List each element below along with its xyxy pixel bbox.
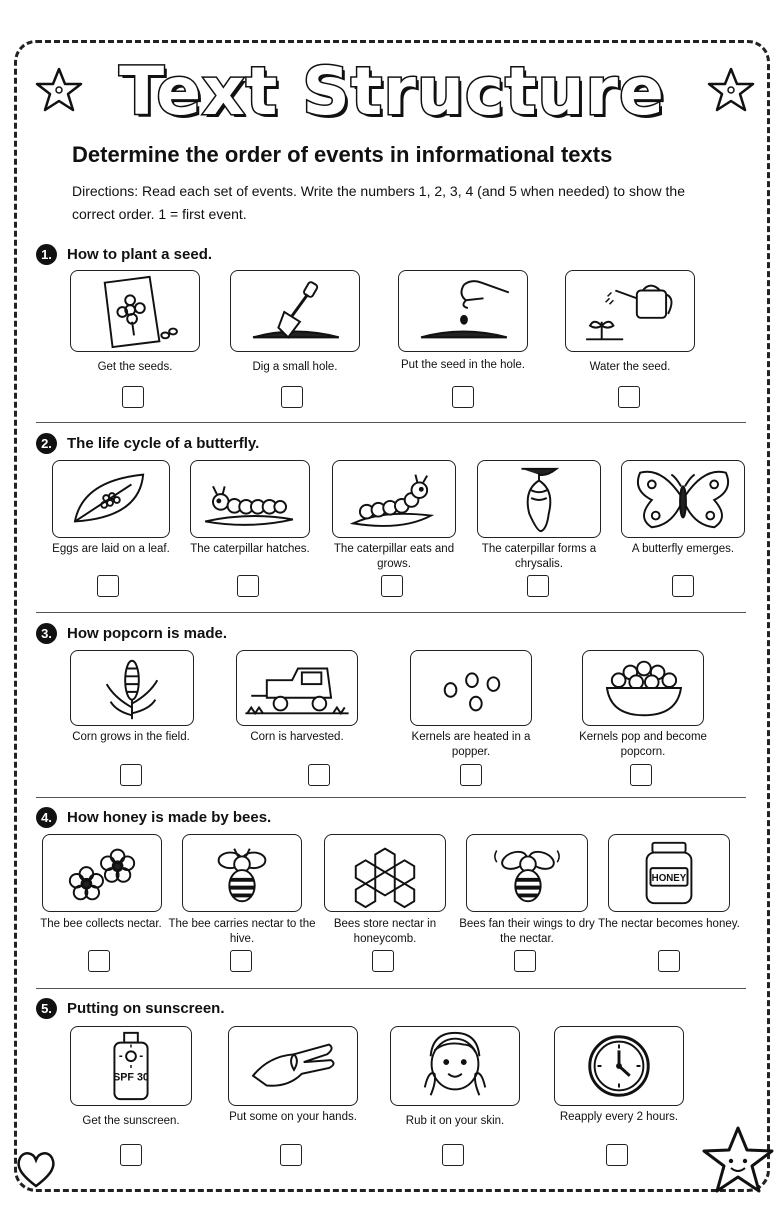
clock-icon [554,1026,684,1106]
caption: Water the seed. [589,361,671,373]
hand-dropping-seed-icon [398,270,528,352]
order-answer-box[interactable] [452,386,474,408]
section-title: The life cycle of a butterfly. [67,434,260,452]
order-answer-box[interactable] [460,764,482,786]
sunscreen-label: SPF 30 [113,1071,149,1084]
order-answer-box[interactable] [527,575,549,597]
caption: The bee collects nectar. [40,918,162,930]
caption: Corn grows in the field. [72,731,190,743]
caterpillar-icon [190,460,310,538]
butterfly-icon [621,460,745,538]
caption: The caterpillar eats and grows. [333,543,455,570]
order-answer-box[interactable] [120,1144,142,1166]
section-number: 5. [36,998,57,1019]
smiling-star-icon [700,1124,776,1196]
order-answer-box[interactable] [514,950,536,972]
caption: Get the sunscreen. [82,1115,180,1127]
caption: Kernels are heated in a popper. [411,731,531,758]
chrysalis-icon [477,460,601,538]
section-number: 1. [36,244,57,265]
seed-packet-icon [70,270,200,352]
order-answer-box[interactable] [230,950,252,972]
bee-icon [182,834,302,912]
section-number: 4. [36,807,57,828]
hand-lotion-icon [228,1026,358,1106]
caption: The nectar becomes honey. [598,918,740,930]
section-title: How honey is made by bees. [67,808,272,826]
caption: Rub it on your skin. [405,1115,505,1127]
section-title: Putting on sunscreen. [67,999,225,1017]
page-title: Text Structure [119,53,665,130]
caption: Bees store nectar in honeycomb. [333,918,437,945]
section-title: How to plant a seed. [67,245,213,263]
divider [36,988,746,989]
caption: Put some on your hands. [229,1111,357,1123]
caption: Corn is harvested. [250,731,344,743]
order-answer-box[interactable] [658,950,680,972]
order-answer-box[interactable] [672,575,694,597]
order-answer-box[interactable] [97,575,119,597]
honey-jar-icon [608,834,730,912]
divider [36,797,746,798]
order-answer-box[interactable] [281,386,303,408]
child-face-icon [390,1026,520,1106]
caption: The caterpillar hatches. [190,543,310,555]
bee-fanning-icon [466,834,588,912]
caterpillar-eating-icon [332,460,456,538]
caption: Kernels pop and become popcorn. [579,731,707,758]
order-answer-box[interactable] [381,575,403,597]
order-answer-box[interactable] [630,764,652,786]
honeycomb-icon [324,834,446,912]
caption: Get the seeds. [97,361,173,373]
heart-icon [14,1148,58,1190]
order-answer-box[interactable] [442,1144,464,1166]
page-subtitle: Determine the order of events in informational texts [72,142,613,167]
caption: Reapply every 2 hours. [559,1111,679,1123]
order-answer-box[interactable] [372,950,394,972]
caption: Put the seed in the hole. [400,359,526,371]
caption: Bees fan their wings to dry the nectar. [459,918,595,945]
section-number: 3. [36,623,57,644]
caption: A butterfly emerges. [631,543,735,555]
popcorn-bowl-icon [582,650,704,726]
leaf-eggs-icon [52,460,170,538]
corn-plant-icon [70,650,194,726]
directions-text: Directions: Read each set of events. Write the numbers 1, 2, 3, 4 (and 5 when needed) to show the correct order. 1 = first event. [72,183,685,222]
order-answer-box[interactable] [308,764,330,786]
section-title: How popcorn is made. [67,624,228,642]
order-answer-box[interactable] [237,575,259,597]
divider [36,422,746,423]
order-answer-box[interactable] [88,950,110,972]
watering-can-icon [565,270,695,352]
order-answer-box[interactable] [618,386,640,408]
order-answer-box[interactable] [280,1144,302,1166]
caption: The caterpillar forms a chrysalis. [481,543,597,570]
divider [36,612,746,613]
order-answer-box[interactable] [606,1144,628,1166]
order-answer-box[interactable] [120,764,142,786]
caption: The bee carries nectar to the hive. [168,918,316,945]
section-number: 2. [36,433,57,454]
shovel-icon [230,270,360,352]
caption: Eggs are laid on a leaf. [52,543,170,555]
order-answer-box[interactable] [122,386,144,408]
honey-jar-label: HONEY [651,872,687,884]
harvester-icon [236,650,358,726]
kernels-icon [410,650,532,726]
caption: Dig a small hole. [252,361,338,373]
sunscreen-bottle-icon [70,1026,192,1106]
flowers-icon [42,834,162,912]
